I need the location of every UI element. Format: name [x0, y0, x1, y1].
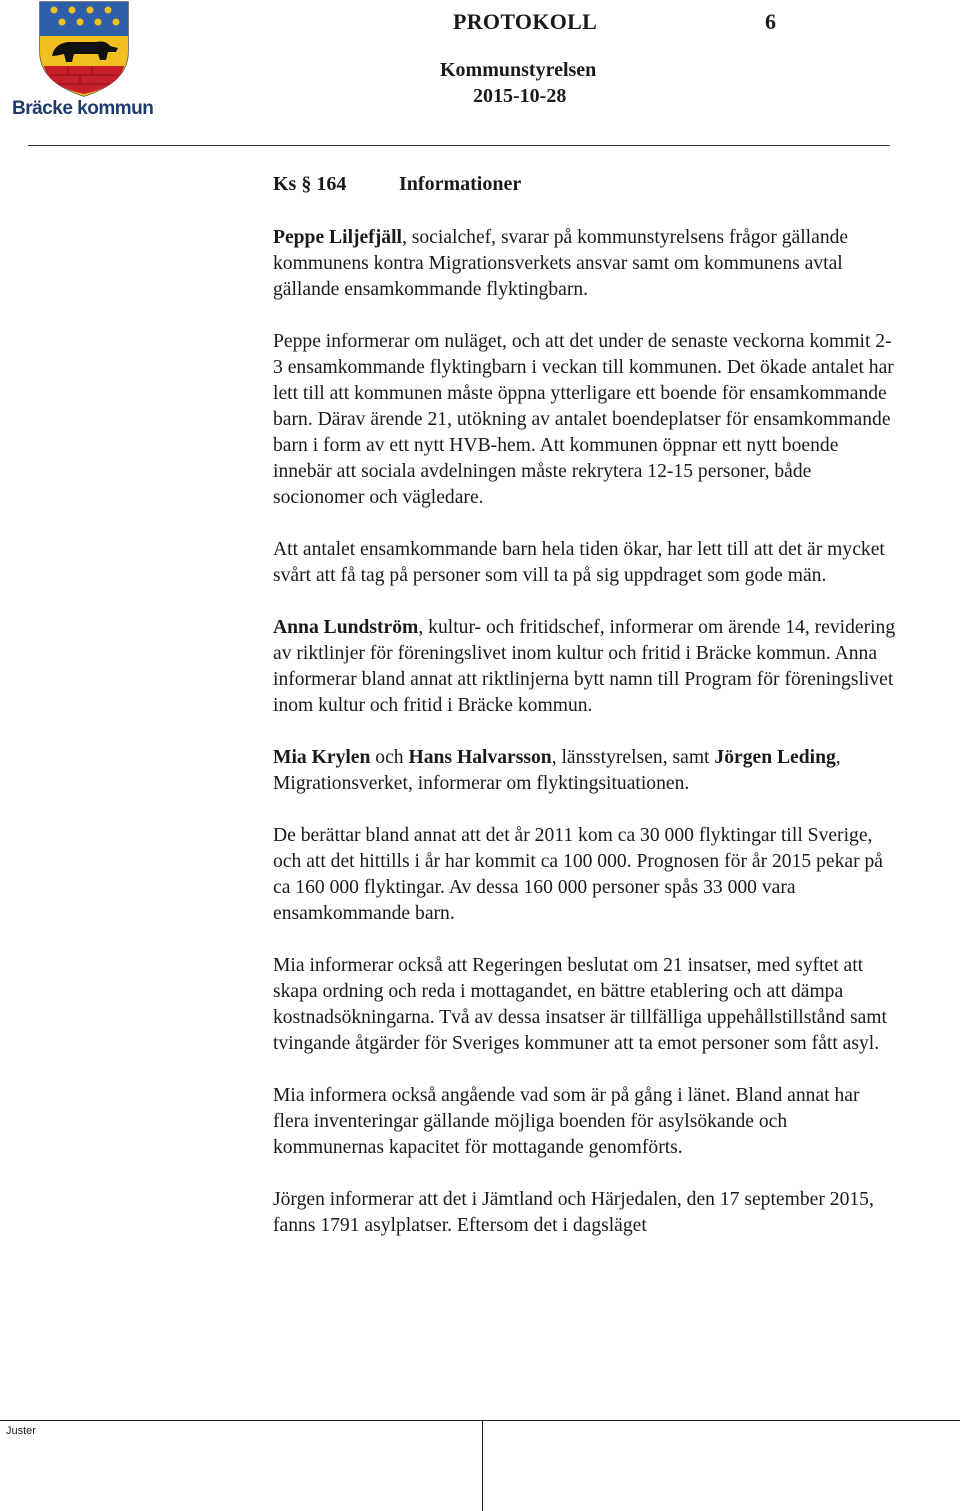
logo-text: Bräcke kommun	[12, 98, 154, 119]
municipality-logo	[12, 0, 154, 122]
footer-column-divider	[482, 1420, 483, 1511]
person-name: Peppe Liljefjäll	[273, 227, 402, 248]
person-name: Mia Krylen	[273, 747, 371, 768]
person-name: Anna Lundström	[273, 617, 419, 638]
organization-name: Kommunstyrelsen	[440, 59, 597, 81]
paragraph: Mia Krylen och Hans Halvarsson, länsstyrelsen, samt Jörgen Leding, Migrationsverket, informerar om flyktingsituationen.	[273, 747, 841, 794]
section-heading	[273, 173, 521, 196]
person-name: Hans Halvarsson	[408, 747, 552, 768]
page-number: 6	[765, 9, 776, 34]
paragraph: Mia informerar också att Regeringen beslutat om 21 insatser, med syftet att skapa ordning och reda i mottagandet, en bättre etablering och att dämpa kostnadsökningarna. Två av dessa insatser är tillfälliga uppehållstillstånd samt tvingande åtgärder för Sveriges kommuner att ta emot personer som fått asyl.	[273, 955, 887, 1054]
header-divider	[28, 145, 890, 146]
footer-divider	[0, 1420, 960, 1421]
section-number: Ks § 164	[273, 173, 347, 195]
meeting-date: 2015-10-28	[473, 85, 567, 107]
paragraph: Mia informera också angående vad som är på gång i länet. Bland annat har flera inventeringar gällande möjliga boenden för asylsökande och kommunernas kapacitet för mottagande genomförts.	[273, 1085, 860, 1158]
paragraph: Jörgen informerar att det i Jämtland och Härjedalen, den 17 september 2015, fanns 1791 asylplatser. Eftersom det i dagsläget	[273, 1189, 874, 1236]
document-type: PROTOKOLL	[453, 9, 598, 34]
paragraph: Att antalet ensamkommande barn hela tiden ökar, har lett till att det är mycket svårt att få tag på personer som vill ta på sig uppdraget som gode män.	[273, 539, 885, 586]
document-body	[273, 225, 898, 1265]
person-name: Jörgen Leding	[714, 747, 836, 768]
paragraph: Anna Lundström, kultur- och fritidschef, informerar om ärende 14, revidering av riktlinjer för föreningslivet inom kultur och fritid i Bräcke kommun. Anna informerar bland annat att riktlinjerna bytt namn till Program för föreningslivet inom kultur och fritid i Bräcke kommun.	[273, 617, 896, 716]
section-title: Informationer	[399, 173, 522, 195]
paragraph: Peppe Liljefjäll, socialchef, svarar på kommunstyrelsens frågor gällande kommunens kontra Migrationsverkets ansvar samt om kommunens avtal gällande ensamkommande flyktingbarn.	[273, 227, 849, 300]
paragraph: Peppe informerar om nuläget, och att det under de senaste veckorna kommit 2-3 ensamkommande flyktingbarn i veckan till kommunen. Det ökade antalet har lett till att kommunen måste öppna ytterligare ett boende för ensamkommande barn. Därav ärende 21, utökning av antalet boendeplatser för ensamkommande barn i form av ett nytt HVB-hem. Att kommunen öppnar ett nytt boende innebär att sociala avdelningen måste rekrytera 12-15 personer, både socionomer och vägledare.	[273, 331, 894, 508]
footer-label: Juster	[6, 1425, 36, 1437]
coat-of-arms-icon	[38, 0, 130, 98]
paragraph: De berättar bland annat att det år 2011 kom ca 30 000 flyktingar till Sverige, och att det hittills i år har kommit ca 100 000. Prognosen för år 2015 pekar på ca 160 000 flyktingar. Av dessa 160 000 personer spås 33 000 vara ensamkommande barn.	[273, 825, 883, 924]
